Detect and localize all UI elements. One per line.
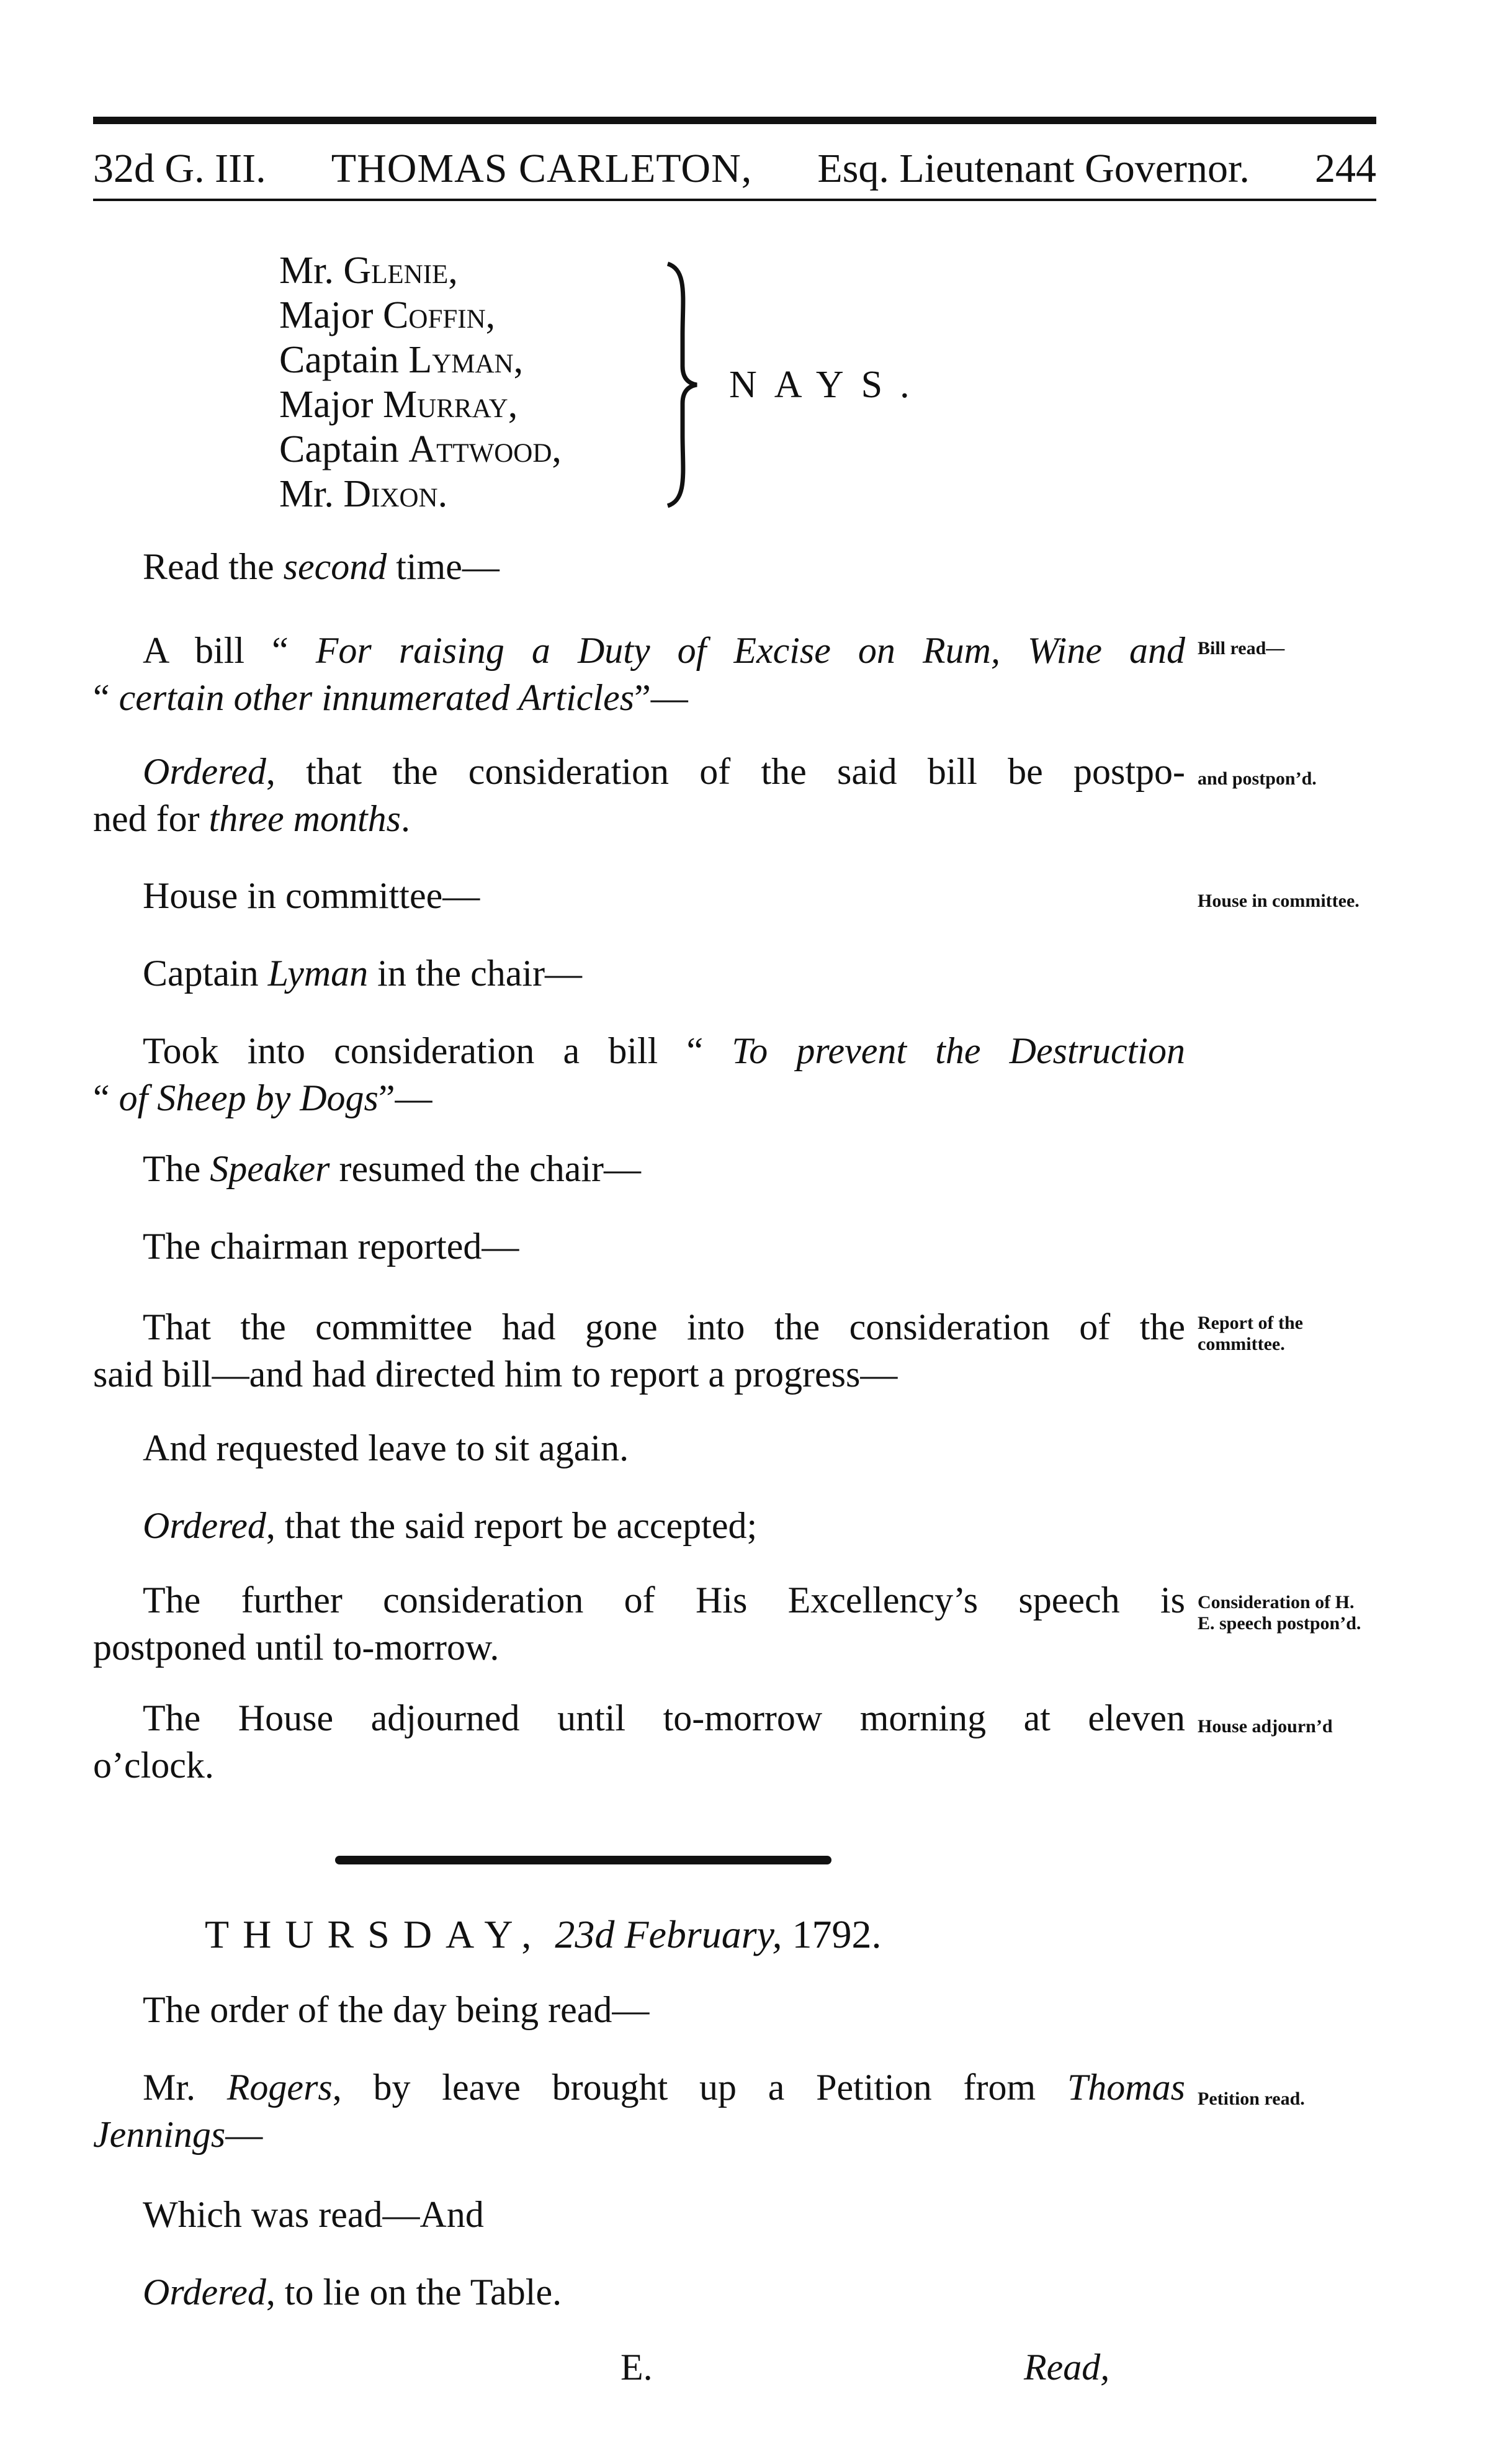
paragraph-leave-sit: And requested leave to sit again. <box>143 1428 629 1468</box>
name-row: Mr. Glenie, <box>279 250 458 292</box>
nays-label: NAYS. <box>729 364 927 406</box>
paragraph-committee-progress: That the committee had gone into the consideration of the said bill—and had directed him to report a progress— <box>93 1306 1185 1395</box>
paragraph-report-accepted: Ordered, that the said report be accepted; <box>143 1505 758 1546</box>
paragraph-read-second: Read the second time— <box>143 546 500 587</box>
header-name: THOMAS CARLETON, <box>331 146 753 191</box>
side-note-report: Report of the committee. <box>1198 1313 1303 1354</box>
name-row: Major Coffin, <box>279 294 496 336</box>
paragraph-order-of-day: The order of the day being read— <box>143 1989 650 2030</box>
nays-names <box>279 248 562 516</box>
name-row: Mr. Dixon. <box>279 473 448 515</box>
header-rule <box>93 199 1376 201</box>
paragraph-captain-chair: Captain Lyman in the chair— <box>143 953 583 994</box>
side-note-house-committee: House in committee. <box>1198 891 1360 911</box>
name-row: Captain Attwood, <box>279 428 562 470</box>
side-note-postponed: and postpon’d. <box>1198 768 1317 789</box>
paragraph-which-read: Which was read—And <box>143 2194 484 2235</box>
paragraph-lie-on-table: Ordered, to lie on the Table. <box>143 2272 562 2313</box>
paragraph-speaker-resumed: The Speaker resumed the chair— <box>143 1148 642 1189</box>
catchword: Read, <box>1024 2347 1110 2388</box>
header-prefix: 32d G. III. <box>93 146 266 191</box>
side-note-bill-read: Bill read— <box>1198 638 1285 659</box>
paragraph-speech-postponed: The further consideration of His Excellency’s speech is postponed until to-morrow. <box>93 1580 1185 1668</box>
signature-mark: E. <box>621 2347 653 2388</box>
paragraph-took-consideration: Took into consideration a bill “ To prevent the Destruction “ of Sheep by Dogs”— <box>93 1030 1185 1118</box>
paragraph-ordered-postpone: Ordered, that the consideration of the said bill be postpo- ned for three months. <box>93 751 1185 839</box>
day-heading: THURSDAY, 23d February, 1792. <box>205 1912 882 1956</box>
section-divider <box>335 1856 831 1864</box>
header-esq: Esq. Lieutenant Governor. <box>817 146 1250 191</box>
paragraph-bill: A bill “ For raising a Duty of Excise on Rum, Wine and “ certain other innumerated Articles”— <box>93 630 1185 718</box>
paragraph-house-committee: House in committee— <box>143 875 480 916</box>
page-number: 244 <box>1315 146 1376 191</box>
name-row: Major Murray, <box>279 384 518 426</box>
side-note-adjourned: House adjourn’d <box>1198 1716 1333 1737</box>
paragraph-house-adjourned: The House adjourned until to-morrow morning at eleven o’clock. <box>93 1697 1185 1786</box>
name-row: Captain Lyman, <box>279 339 524 381</box>
side-note-consideration: Consideration of H. E. speech postpon’d. <box>1198 1592 1361 1634</box>
side-note-petition: Petition read. <box>1198 2089 1305 2109</box>
running-head <box>93 124 1376 192</box>
top-rule <box>93 117 1376 124</box>
paragraph-chairman-reported: The chairman reported— <box>143 1226 519 1267</box>
paragraph-petition: Mr. Rogers, by leave brought up a Petition from Thomas Jennings— <box>93 2067 1185 2155</box>
curly-brace <box>663 261 700 509</box>
